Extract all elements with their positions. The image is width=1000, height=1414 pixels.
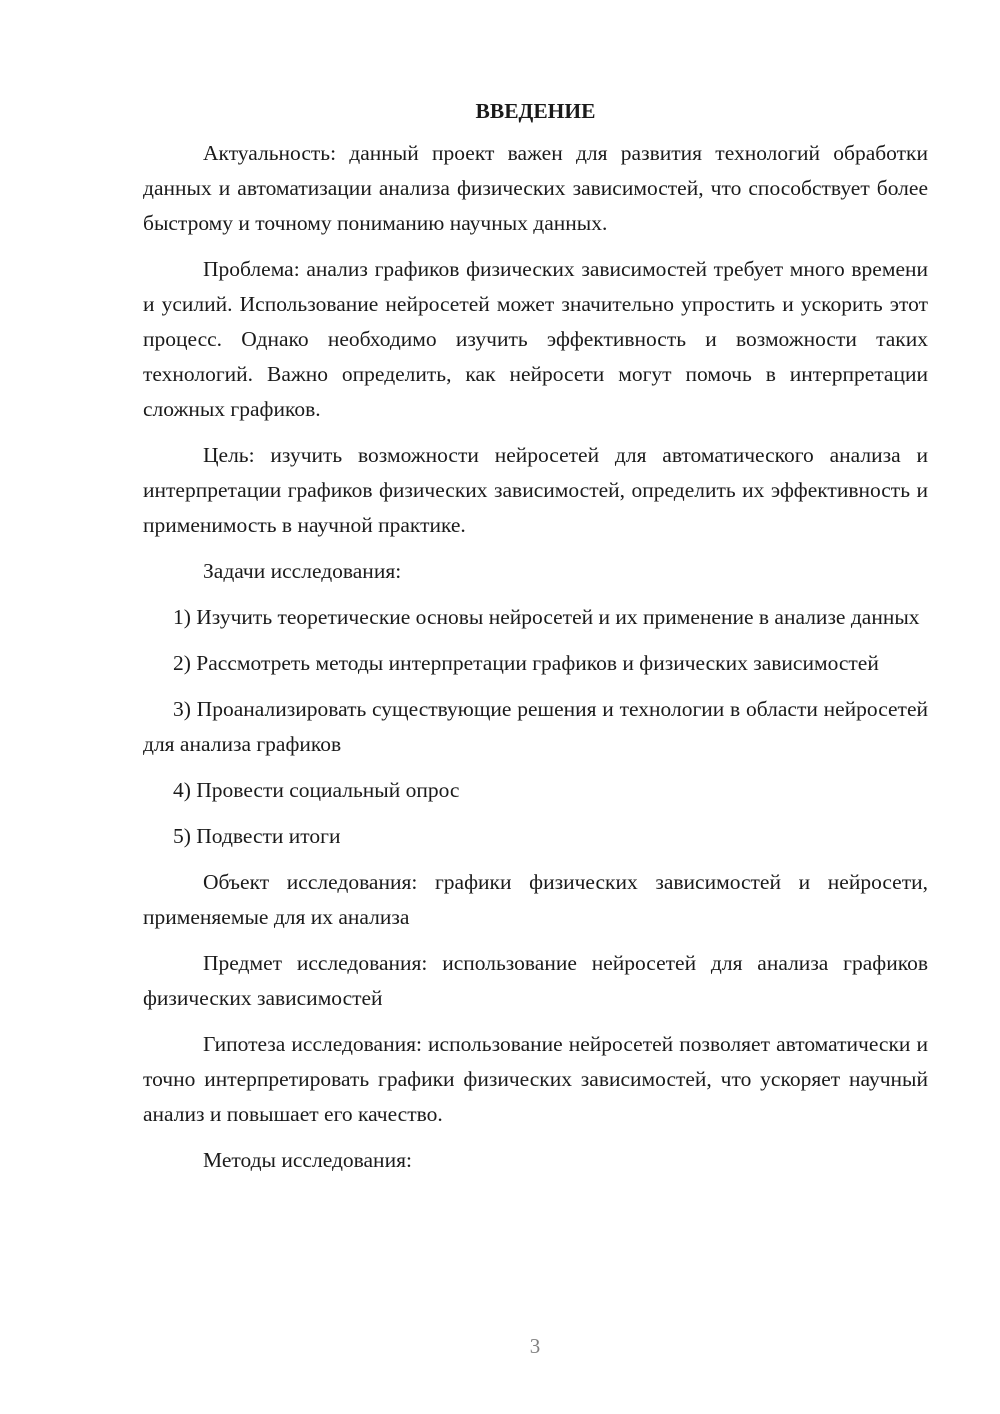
task-item-2: 2) Рассмотреть методы интерпретации графиков и физических зависимостей [173,651,879,675]
document-page [143,96,928,1189]
problem-paragraph: Проблема: анализ графиков физических зависимостей требует много времени и усилий. Использование нейросетей может значительно упростить и ускорить этот процесс. Однако необходимо изучить эффективность и возможности таких технологий. Важно определить, как нейросети могут помочь в интерпретации сложных графиков. [143,257,928,421]
page-number: 3 [529,1334,541,1358]
object-paragraph: Объект исследования: графики физических зависимостей и нейросети, применяемые для их анализа [143,870,928,929]
goal-paragraph: Цель: изучить возможности нейросетей для автоматического анализа и интерпретации графиков физических зависимостей, определить их эффективность и применимость в научной практике. [143,443,928,537]
methods-heading: Методы исследования: [203,1148,412,1172]
task-item-1: 1) Изучить теоретические основы нейросетей и их применение в анализе данных [173,605,920,629]
relevance-paragraph: Актуальность: данный проект важен для развития технологий обработки данных и автоматизации анализа физических зависимостей, что способствует более быстрому и точному пониманию научных данных. [143,141,928,235]
tasks-heading: Задачи исследования: [203,559,402,583]
section-title: ВВЕДЕНИЕ [475,99,596,123]
task-item-4: 4) Провести социальный опрос [173,778,460,802]
task-item-3: 3) Проанализировать существующие решения и технологии в области нейросетей для анализа графиков [143,697,928,756]
task-item-5: 5) Подвести итоги [173,824,341,848]
subject-paragraph: Предмет исследования: использование нейросетей для анализа графиков физических зависимостей [143,951,928,1010]
hypothesis-paragraph: Гипотеза исследования: использование нейросетей позволяет автоматически и точно интерпретировать графики физических зависимостей, что ускоряет научный анализ и повышает его качество. [143,1032,928,1126]
